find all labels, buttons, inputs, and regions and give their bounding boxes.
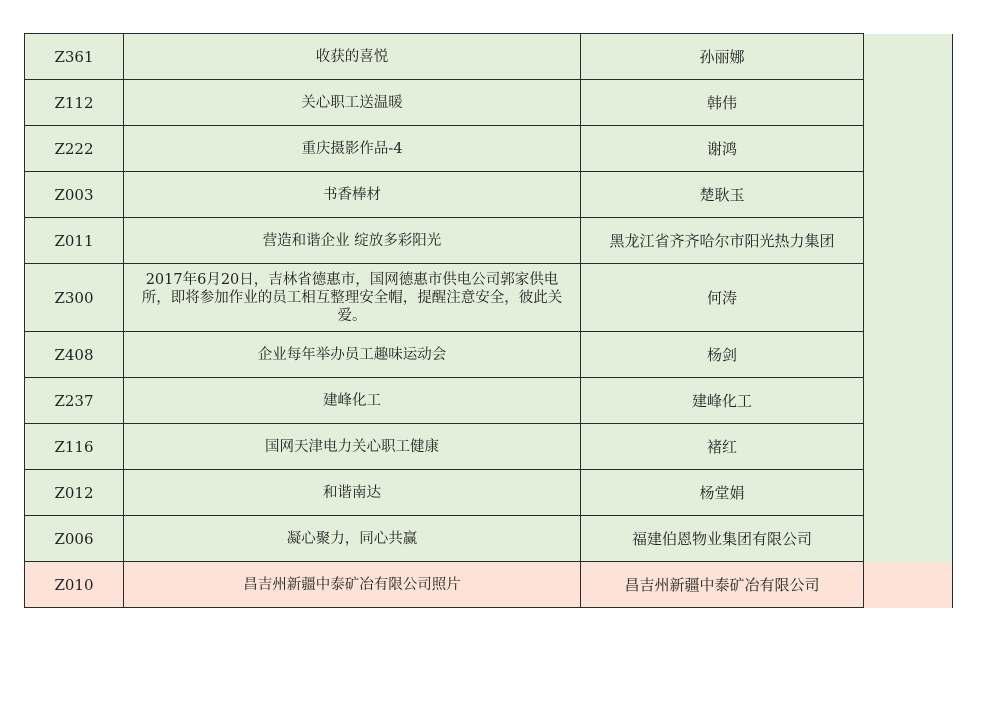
code-cell[interactable]: Z222 bbox=[25, 126, 124, 172]
title-cell[interactable] bbox=[124, 424, 581, 470]
table-row bbox=[25, 516, 953, 562]
title-text: 和谐南达 bbox=[323, 484, 381, 501]
title-text: 国网天津电力关心职工健康 bbox=[265, 438, 439, 455]
title-text: 2017年6月20日，吉林省德惠市，国网德惠市供电公司郭家供电所，即将参加作业的员工相互整理安全帽，提醒注意安全，彼此关爱。 bbox=[141, 271, 563, 324]
code-cell[interactable]: Z237 bbox=[25, 378, 124, 424]
table-row bbox=[25, 332, 953, 378]
table-row bbox=[25, 264, 953, 332]
code-cell[interactable]: Z112 bbox=[25, 80, 124, 126]
title-cell[interactable] bbox=[124, 470, 581, 516]
title-cell[interactable] bbox=[124, 332, 581, 378]
author-cell[interactable]: 韩伟 bbox=[581, 80, 864, 126]
table-row bbox=[25, 562, 953, 608]
title-cell[interactable] bbox=[124, 34, 581, 80]
code-cell[interactable]: Z003 bbox=[25, 172, 124, 218]
author-cell[interactable]: 谢鸿 bbox=[581, 126, 864, 172]
title-cell[interactable] bbox=[124, 562, 581, 608]
title-cell[interactable] bbox=[124, 126, 581, 172]
spreadsheet-region bbox=[24, 33, 952, 608]
table-row bbox=[25, 378, 953, 424]
code-cell[interactable]: Z012 bbox=[25, 470, 124, 516]
author-cell[interactable]: 楚耿玉 bbox=[581, 172, 864, 218]
title-cell[interactable] bbox=[124, 80, 581, 126]
table-row bbox=[25, 470, 953, 516]
table-row bbox=[25, 172, 953, 218]
table-row bbox=[25, 80, 953, 126]
title-cell[interactable] bbox=[124, 378, 581, 424]
table-row bbox=[25, 126, 953, 172]
entries-table bbox=[24, 33, 953, 608]
title-text: 重庆摄影作品-4 bbox=[301, 140, 403, 157]
author-cell[interactable]: 杨剑 bbox=[581, 332, 864, 378]
code-cell[interactable]: Z011 bbox=[25, 218, 124, 264]
author-cell[interactable]: 建峰化工 bbox=[581, 378, 864, 424]
title-text: 建峰化工 bbox=[323, 392, 381, 409]
author-cell[interactable]: 孙丽娜 bbox=[581, 34, 864, 80]
title-text: 企业每年举办员工趣味运动会 bbox=[257, 346, 447, 363]
title-text: 收获的喜悦 bbox=[315, 48, 389, 65]
title-text: 营造和谐企业 绽放多彩阳光 bbox=[262, 232, 442, 249]
title-text: 凝心聚力，同心共赢 bbox=[286, 530, 418, 547]
title-text: 书香棒材 bbox=[323, 186, 381, 203]
author-cell[interactable]: 杨堂娟 bbox=[581, 470, 864, 516]
title-cell[interactable] bbox=[124, 172, 581, 218]
author-cell[interactable]: 福建伯恩物业集团有限公司 bbox=[581, 516, 864, 562]
empty-merged-cell[interactable] bbox=[864, 34, 953, 562]
empty-cell[interactable] bbox=[864, 562, 953, 608]
author-cell[interactable]: 黑龙江省齐齐哈尔市阳光热力集团 bbox=[581, 218, 864, 264]
code-cell[interactable]: Z006 bbox=[25, 516, 124, 562]
author-cell[interactable]: 褚红 bbox=[581, 424, 864, 470]
title-text: 昌吉州新疆中泰矿冶有限公司照片 bbox=[243, 576, 461, 593]
author-cell[interactable]: 何涛 bbox=[581, 264, 864, 332]
author-cell[interactable]: 昌吉州新疆中泰矿冶有限公司 bbox=[581, 562, 864, 608]
title-cell[interactable] bbox=[124, 218, 581, 264]
code-cell[interactable]: Z116 bbox=[25, 424, 124, 470]
table-row bbox=[25, 34, 953, 80]
code-cell[interactable]: Z010 bbox=[25, 562, 124, 608]
table-row bbox=[25, 424, 953, 470]
title-cell[interactable] bbox=[124, 264, 581, 332]
title-text: 关心职工送温暖 bbox=[301, 94, 403, 111]
code-cell[interactable]: Z300 bbox=[25, 264, 124, 332]
code-cell[interactable]: Z408 bbox=[25, 332, 124, 378]
title-cell[interactable] bbox=[124, 516, 581, 562]
code-cell[interactable]: Z361 bbox=[25, 34, 124, 80]
table-row bbox=[25, 218, 953, 264]
